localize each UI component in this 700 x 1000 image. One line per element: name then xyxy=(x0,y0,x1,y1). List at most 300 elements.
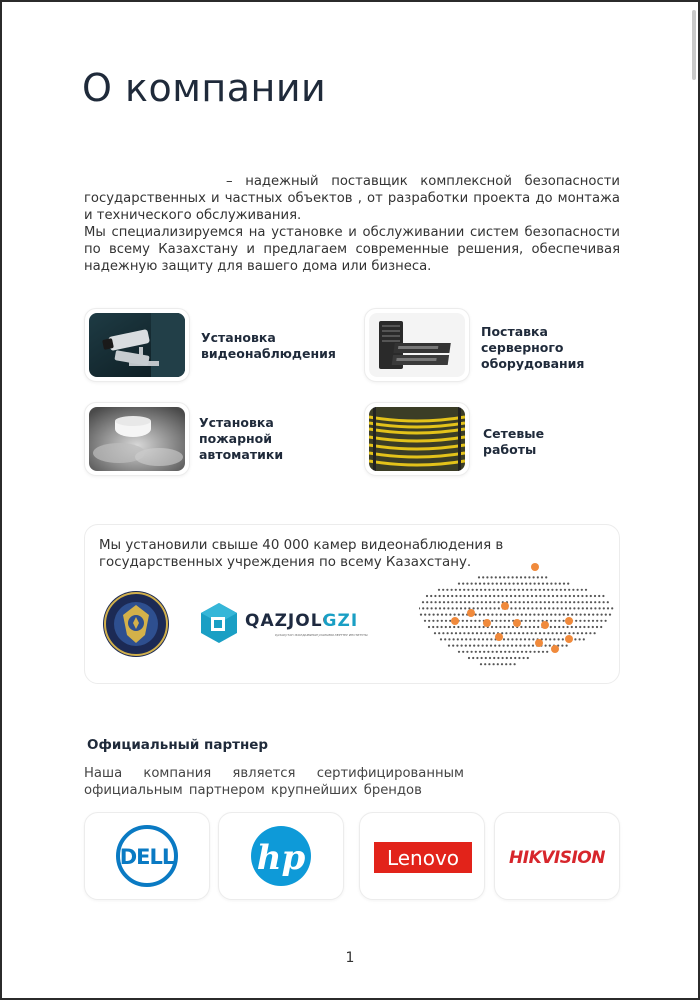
map-dot xyxy=(507,638,509,640)
map-dot xyxy=(483,626,485,628)
map-dot xyxy=(547,589,549,591)
map-marker xyxy=(535,639,543,647)
map-dot xyxy=(459,632,461,634)
map-dot xyxy=(584,620,586,622)
map-dot xyxy=(445,626,447,628)
map-dot xyxy=(527,607,529,609)
map-dot xyxy=(586,601,588,603)
page-number: 1 xyxy=(345,950,355,966)
map-dot xyxy=(508,614,510,616)
map-dot xyxy=(517,651,519,653)
map-dot xyxy=(550,583,552,585)
map-dot xyxy=(486,645,488,647)
map-dot xyxy=(489,595,491,597)
map-dot xyxy=(466,620,468,622)
map-dot xyxy=(590,607,592,609)
map-dot xyxy=(512,576,514,578)
map-dot xyxy=(441,626,443,628)
map-dot xyxy=(540,601,542,603)
map-dot xyxy=(442,589,444,591)
map-dot xyxy=(519,645,521,647)
map-dot xyxy=(463,589,465,591)
map-dot xyxy=(448,638,450,640)
map-dot xyxy=(485,595,487,597)
map-dot xyxy=(528,638,530,640)
map-dot xyxy=(430,601,432,603)
map-dot xyxy=(498,607,500,609)
map-dot xyxy=(596,626,598,628)
map-dot xyxy=(581,589,583,591)
map-dot xyxy=(531,607,533,609)
map-dot xyxy=(515,607,517,609)
map-dot xyxy=(445,620,447,622)
map-dot xyxy=(505,589,507,591)
map-dot xyxy=(494,607,496,609)
map-dot xyxy=(475,651,477,653)
map-dot xyxy=(514,657,516,659)
map-dot xyxy=(497,663,499,665)
map-dot xyxy=(432,620,434,622)
map-dot xyxy=(504,626,506,628)
map-dot xyxy=(461,645,463,647)
map-marker xyxy=(565,635,573,643)
map-dot xyxy=(443,595,445,597)
map-dot xyxy=(602,595,604,597)
map-dot xyxy=(472,595,474,597)
map-dot xyxy=(521,583,523,585)
map-dot xyxy=(548,595,550,597)
map-dot xyxy=(511,645,513,647)
map-dot xyxy=(529,626,531,628)
map-dot xyxy=(512,626,514,628)
map-dot xyxy=(476,632,478,634)
map-dot xyxy=(523,607,525,609)
scrollbar[interactable] xyxy=(692,10,696,80)
map-dot xyxy=(594,632,596,634)
map-dot xyxy=(458,583,460,585)
map-marker xyxy=(501,602,509,610)
map-dot xyxy=(518,595,520,597)
map-dot xyxy=(507,576,509,578)
map-dot xyxy=(519,601,521,603)
map-dot xyxy=(491,626,493,628)
map-dot xyxy=(607,607,609,609)
map-dot xyxy=(476,589,478,591)
map-dot xyxy=(491,576,493,578)
map-dot xyxy=(426,601,428,603)
map-dot xyxy=(588,626,590,628)
map-dot xyxy=(478,638,480,640)
map-dot xyxy=(582,601,584,603)
map-dot xyxy=(482,638,484,640)
map-marker xyxy=(551,645,559,653)
brand-card-hp xyxy=(218,812,344,900)
map-dot xyxy=(574,638,576,640)
map-dot xyxy=(428,620,430,622)
map-dot xyxy=(511,638,513,640)
map-dot xyxy=(558,626,560,628)
map-dot xyxy=(556,589,558,591)
map-dot xyxy=(489,657,491,659)
map-dot xyxy=(500,620,502,622)
map-dot xyxy=(550,614,552,616)
map-dot xyxy=(462,620,464,622)
intro-text xyxy=(84,173,620,275)
map-dot xyxy=(541,576,543,578)
map-dot xyxy=(479,614,481,616)
map-dot xyxy=(599,607,601,609)
map-dot xyxy=(466,626,468,628)
map-dot xyxy=(447,607,449,609)
map-dot xyxy=(448,645,450,647)
map-dot xyxy=(464,601,466,603)
smoke-detector-icon xyxy=(89,407,185,471)
map-dot xyxy=(561,601,563,603)
map-dot xyxy=(454,614,456,616)
map-dot xyxy=(523,595,525,597)
map-dot xyxy=(424,620,426,622)
map-dot xyxy=(492,651,494,653)
map-dot xyxy=(594,607,596,609)
map-dot xyxy=(506,657,508,659)
map-dot xyxy=(578,607,580,609)
map-dot xyxy=(431,607,433,609)
map-dot xyxy=(439,601,441,603)
cctv-camera-icon xyxy=(89,313,185,377)
map-dot xyxy=(580,614,582,616)
map-dot xyxy=(527,601,529,603)
map-dot xyxy=(468,632,470,634)
map-dot xyxy=(598,595,600,597)
map-dot xyxy=(581,632,583,634)
map-dot xyxy=(600,626,602,628)
map-dot xyxy=(600,620,602,622)
map-dot xyxy=(588,620,590,622)
map-dot xyxy=(557,607,559,609)
partners-text: Наша компания является сертифицированным официальным партнером крупнейших брендов xyxy=(84,766,464,798)
map-dot xyxy=(447,601,449,603)
map-dot xyxy=(464,595,466,597)
map-dot xyxy=(458,614,460,616)
map-dot xyxy=(524,638,526,640)
map-dot xyxy=(453,626,455,628)
map-dot xyxy=(518,657,520,659)
map-dot xyxy=(485,607,487,609)
map-dot xyxy=(537,626,539,628)
map-dot xyxy=(501,663,503,665)
map-dot xyxy=(547,632,549,634)
service-card-servers xyxy=(364,308,470,382)
map-dot xyxy=(463,632,465,634)
map-dot xyxy=(449,626,451,628)
map-dot xyxy=(573,595,575,597)
map-dot xyxy=(473,645,475,647)
map-dot xyxy=(569,607,571,609)
map-dot xyxy=(583,638,585,640)
service-card-fire xyxy=(84,402,190,476)
map-dot xyxy=(483,614,485,616)
map-dot xyxy=(505,632,507,634)
map-dot xyxy=(529,614,531,616)
map-dot xyxy=(451,601,453,603)
map-dot xyxy=(524,576,526,578)
map-dot xyxy=(441,620,443,622)
map-dot xyxy=(476,595,478,597)
map-dot xyxy=(493,595,495,597)
map-dot xyxy=(560,589,562,591)
map-dot xyxy=(488,663,490,665)
map-dot xyxy=(520,576,522,578)
map-dot xyxy=(510,657,512,659)
map-dot xyxy=(457,626,459,628)
map-dot xyxy=(518,632,520,634)
map-dot xyxy=(480,589,482,591)
map-dot xyxy=(443,607,445,609)
dell-logo-text: DELL xyxy=(119,845,175,869)
map-dot xyxy=(539,589,541,591)
map-dot xyxy=(475,583,477,585)
map-dot xyxy=(538,614,540,616)
map-dot xyxy=(455,632,457,634)
map-dot xyxy=(525,620,527,622)
map-dot xyxy=(573,607,575,609)
map-dot xyxy=(502,657,504,659)
map-dot xyxy=(553,638,555,640)
map-dot xyxy=(560,632,562,634)
map-dot xyxy=(438,589,440,591)
map-dot xyxy=(478,576,480,578)
map-dot xyxy=(543,589,545,591)
map-dot xyxy=(461,638,463,640)
intro-paragraph-2: Мы специализируемся на установке и обслуживании систем безопасности по всему Казахстану и предлагаем современные решения, обеспечивая надежную защиту для вашего дома или бизнеса. xyxy=(84,225,620,274)
map-dot xyxy=(518,589,520,591)
map-dot xyxy=(516,576,518,578)
map-dot xyxy=(476,657,478,659)
qazjolgzi-subtitle: ҚАЗАҚСТАН ЖОЛДАРЫНЫҢ ҒЫЛЫМИ-ЗЕРТТЕУ ИНСТИТУТЫ xyxy=(275,633,368,637)
map-dot xyxy=(546,614,548,616)
server-icon xyxy=(369,313,465,377)
map-dot xyxy=(487,614,489,616)
map-dot xyxy=(480,663,482,665)
map-dot xyxy=(466,583,468,585)
map-dot xyxy=(607,601,609,603)
map-dot xyxy=(533,626,535,628)
map-dot xyxy=(435,607,437,609)
map-dot xyxy=(420,614,422,616)
map-dot xyxy=(611,607,613,609)
map-dot xyxy=(459,589,461,591)
map-dot xyxy=(535,589,537,591)
intro-paragraph-1: – надежный поставщик комплексной безопасности государственных и частных объектов , от разработки проекта до монтажа и технического обслуживания. xyxy=(84,174,620,223)
map-dot xyxy=(469,638,471,640)
map-dot xyxy=(521,620,523,622)
map-dot xyxy=(515,645,517,647)
map-dot xyxy=(558,638,560,640)
map-dot xyxy=(451,589,453,591)
map-dot xyxy=(445,614,447,616)
map-dot xyxy=(520,626,522,628)
map-dot xyxy=(487,651,489,653)
map-dot xyxy=(510,601,512,603)
service-card-cctv xyxy=(84,308,190,382)
map-dot xyxy=(498,645,500,647)
map-dot xyxy=(539,632,541,634)
qazjolgzi-name-text: QAZJOLGZI xyxy=(245,611,359,631)
map-dot xyxy=(462,614,464,616)
map-dot xyxy=(549,638,551,640)
map-dot xyxy=(522,632,524,634)
map-dot xyxy=(481,595,483,597)
map-dot xyxy=(517,583,519,585)
map-dot xyxy=(446,589,448,591)
map-dot xyxy=(508,626,510,628)
map-dot xyxy=(540,607,542,609)
map-dot xyxy=(444,638,446,640)
map-dot xyxy=(452,607,454,609)
map-dot xyxy=(471,583,473,585)
map-dot xyxy=(527,595,529,597)
map-dot xyxy=(512,614,514,616)
map-dot xyxy=(592,614,594,616)
map-dot xyxy=(486,638,488,640)
map-dot xyxy=(508,583,510,585)
map-dot xyxy=(434,595,436,597)
map-dot xyxy=(520,638,522,640)
map-dot xyxy=(577,632,579,634)
map-dot xyxy=(523,657,525,659)
map-dot xyxy=(455,589,457,591)
map-dot xyxy=(493,657,495,659)
map-dot xyxy=(552,607,554,609)
map-dot xyxy=(481,657,483,659)
map-dot xyxy=(480,632,482,634)
map-dot xyxy=(503,645,505,647)
stats-text: Мы установили свыше 40 000 камер видеонаблюдения в государственных учреждения по всему Казахстану. xyxy=(99,538,504,570)
map-dot xyxy=(460,607,462,609)
map-dot xyxy=(482,576,484,578)
map-dot xyxy=(596,614,598,616)
map-dot xyxy=(526,632,528,634)
map-dot xyxy=(477,607,479,609)
map-dot xyxy=(567,614,569,616)
map-dot xyxy=(569,601,571,603)
map-dot xyxy=(435,601,437,603)
map-marker xyxy=(541,621,549,629)
map-dot xyxy=(577,589,579,591)
map-dot xyxy=(536,607,538,609)
map-dot xyxy=(544,601,546,603)
map-dot xyxy=(466,651,468,653)
map-dot xyxy=(452,645,454,647)
map-dot xyxy=(451,632,453,634)
map-dot xyxy=(490,638,492,640)
map-dot xyxy=(565,601,567,603)
map-dot xyxy=(488,589,490,591)
map-dot xyxy=(583,626,585,628)
map-dot xyxy=(594,595,596,597)
map-dot xyxy=(500,614,502,616)
map-dot xyxy=(473,607,475,609)
map-dot xyxy=(537,620,539,622)
map-dot xyxy=(592,626,594,628)
map-dot xyxy=(539,595,541,597)
map-dot xyxy=(514,595,516,597)
map-dot xyxy=(500,651,502,653)
map-dot xyxy=(498,601,500,603)
map-dot xyxy=(529,651,531,653)
service-label-cctv: Установка видеонаблюдения xyxy=(201,330,336,361)
map-dot xyxy=(462,651,464,653)
map-dot xyxy=(513,651,515,653)
map-dot xyxy=(567,626,569,628)
map-dot xyxy=(551,589,553,591)
map-dot xyxy=(513,583,515,585)
map-dot xyxy=(568,589,570,591)
map-dot xyxy=(506,595,508,597)
map-dot xyxy=(514,601,516,603)
map-dot xyxy=(493,632,495,634)
map-dot xyxy=(471,651,473,653)
map-dot xyxy=(507,645,509,647)
map-dot xyxy=(562,638,564,640)
map-dot xyxy=(479,583,481,585)
map-dot xyxy=(585,632,587,634)
map-dot xyxy=(500,583,502,585)
map-dot xyxy=(462,583,464,585)
map-dot xyxy=(552,595,554,597)
hikvision-logo-text: HIKVISION xyxy=(509,848,605,868)
map-dot xyxy=(468,601,470,603)
map-dot xyxy=(422,601,424,603)
hikvision-logo xyxy=(495,813,619,899)
map-dot xyxy=(424,614,426,616)
map-dot xyxy=(449,620,451,622)
map-dot xyxy=(472,601,474,603)
map-dot xyxy=(485,601,487,603)
document-page xyxy=(2,2,698,998)
map-dot xyxy=(533,620,535,622)
map-dot xyxy=(584,614,586,616)
map-dot xyxy=(458,651,460,653)
map-dot xyxy=(552,601,554,603)
map-dot xyxy=(534,583,536,585)
map-dot xyxy=(484,663,486,665)
map-dot xyxy=(434,632,436,634)
map-dot xyxy=(457,638,459,640)
map-dot xyxy=(504,651,506,653)
map-dot xyxy=(509,589,511,591)
map-dot xyxy=(503,638,505,640)
map-dot xyxy=(496,614,498,616)
map-dot xyxy=(528,645,530,647)
map-dot xyxy=(499,576,501,578)
map-dot xyxy=(432,626,434,628)
map-dot xyxy=(561,645,563,647)
brand-card-dell xyxy=(84,812,210,900)
map-dot xyxy=(521,614,523,616)
map-dot xyxy=(430,595,432,597)
map-dot xyxy=(428,614,430,616)
map-dot xyxy=(478,626,480,628)
map-dot xyxy=(514,663,516,665)
map-dot xyxy=(419,607,420,609)
map-dot xyxy=(442,632,444,634)
hp-logo xyxy=(219,813,343,899)
map-dot xyxy=(528,576,530,578)
map-dot xyxy=(530,589,532,591)
map-dot xyxy=(532,638,534,640)
map-dot xyxy=(556,601,558,603)
